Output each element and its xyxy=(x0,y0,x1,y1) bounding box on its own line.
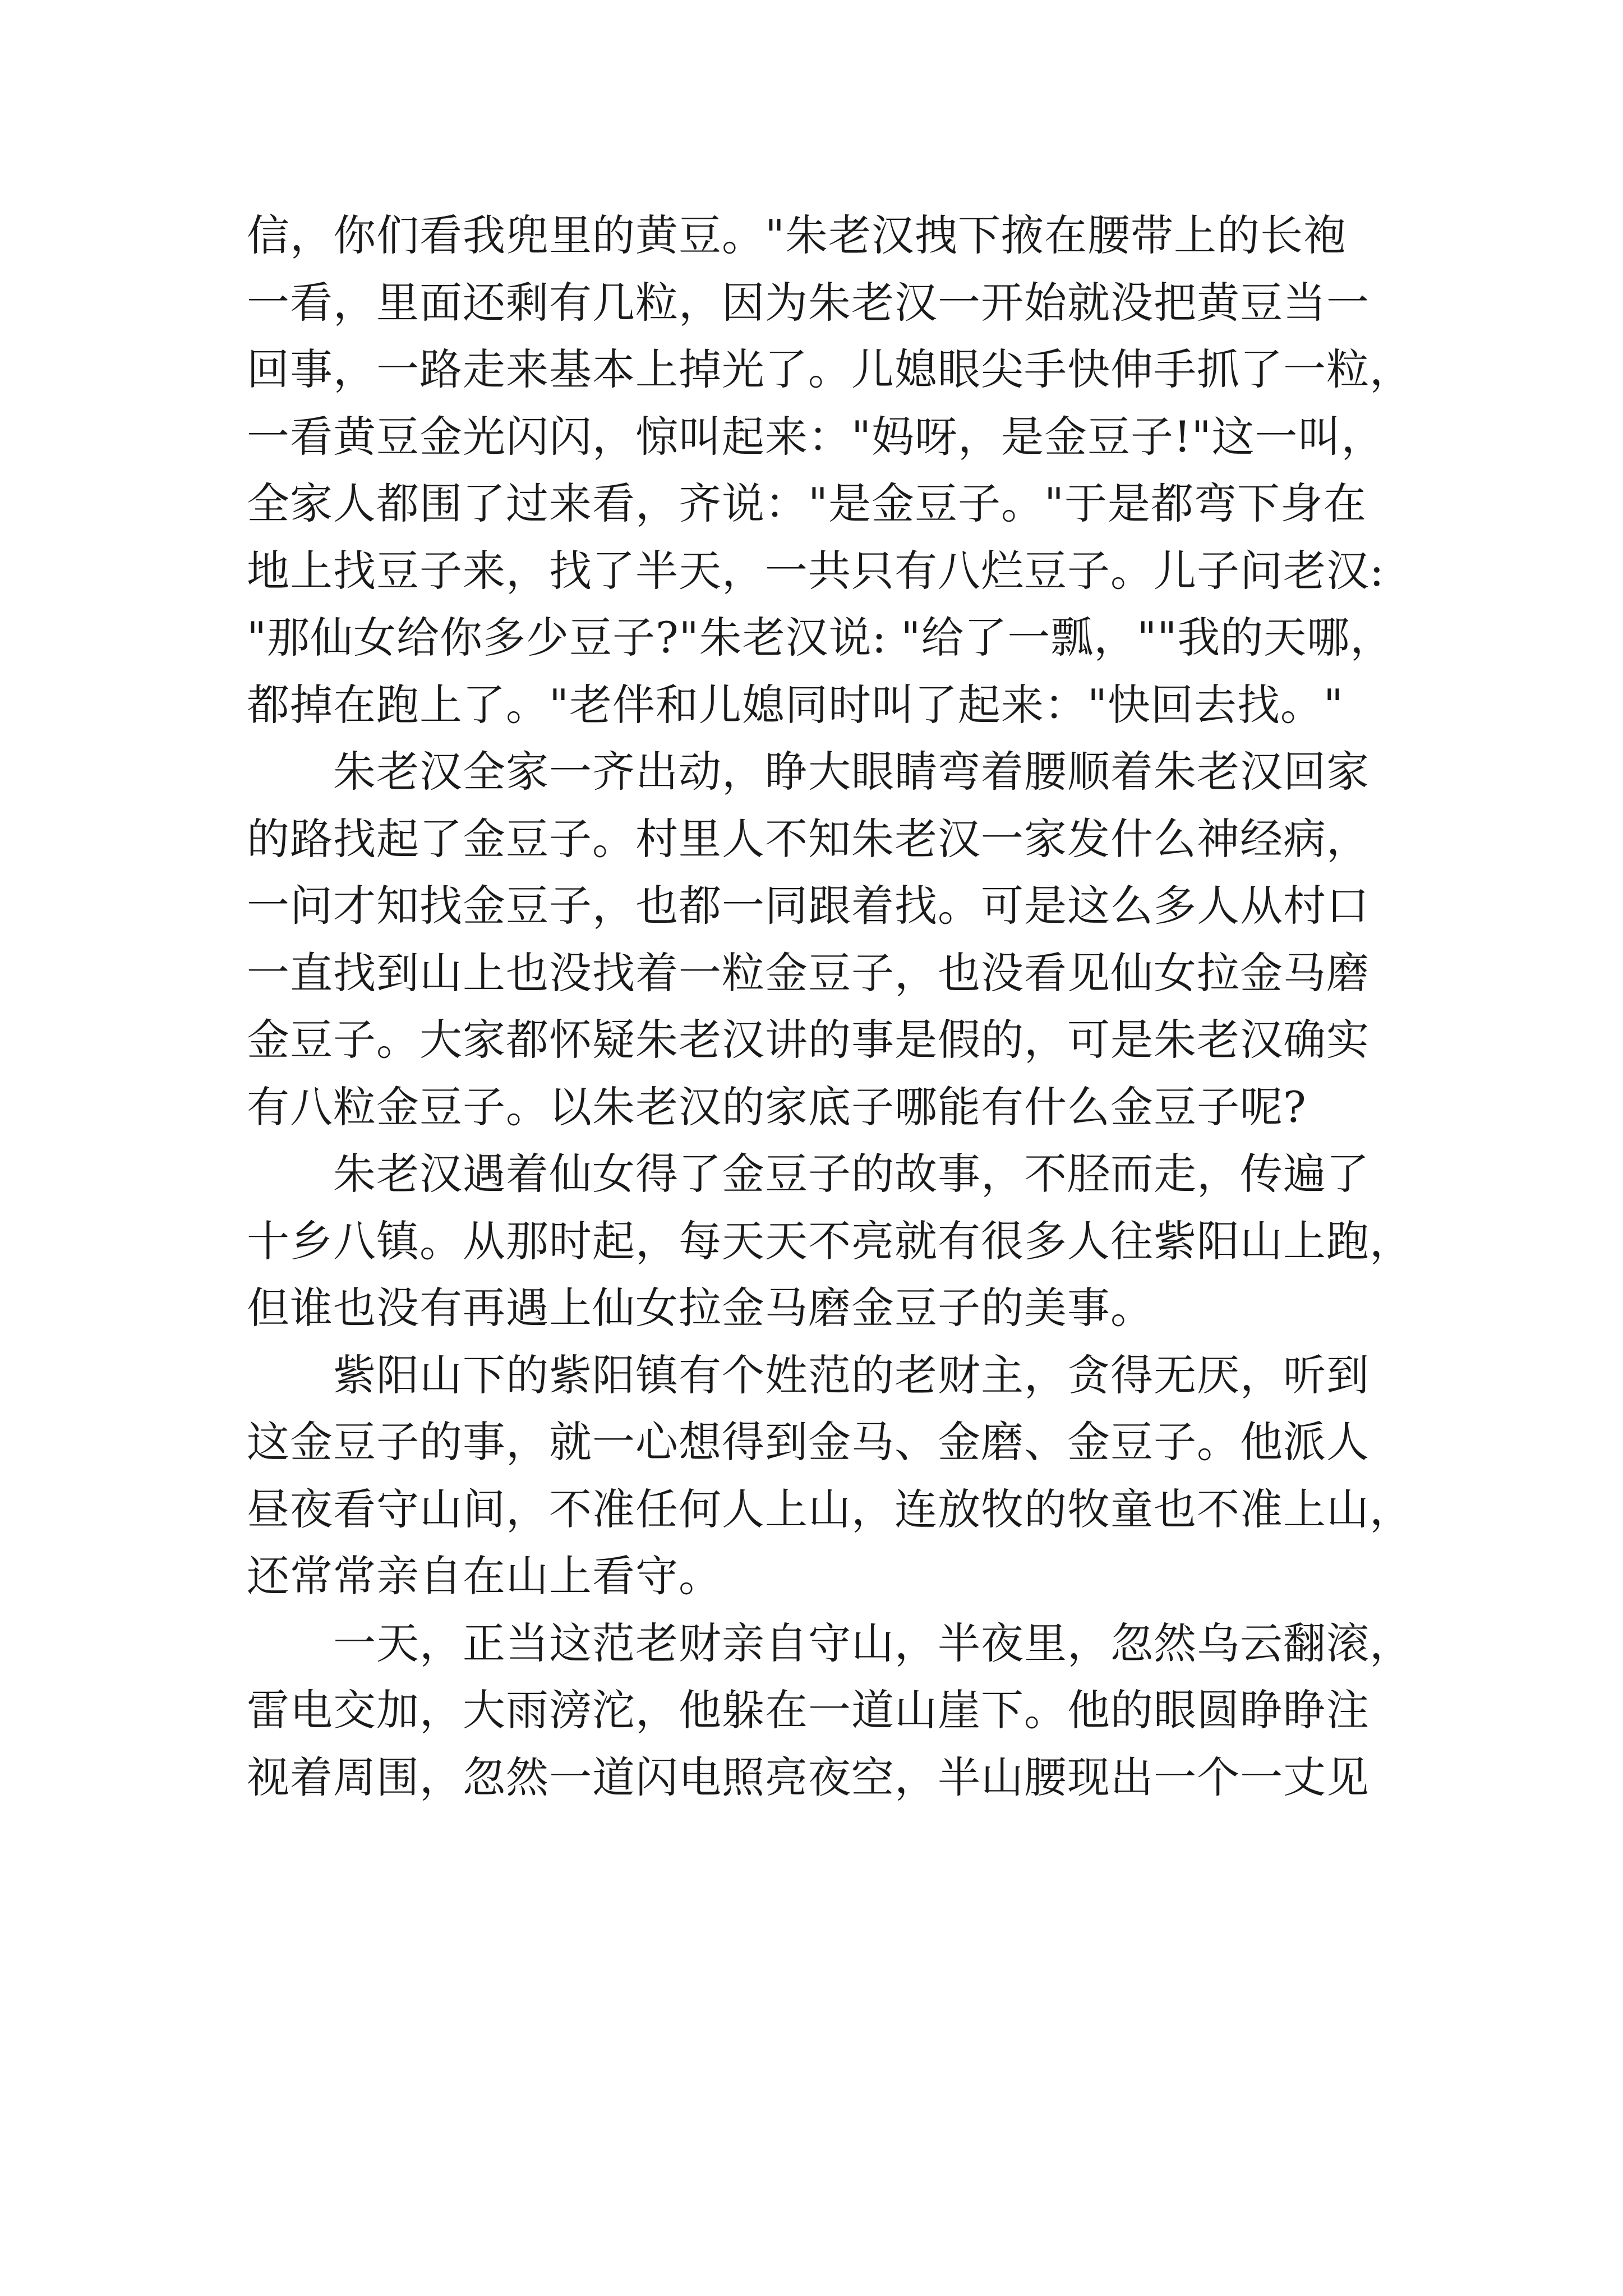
text-line: 地上找豆子来，找了半天，一共只有八烂豆子。儿子问老汉: xyxy=(247,545,1385,596)
text-line: 一问才知找金豆子，也都一同跟着找。可是这么多人从村口 xyxy=(247,881,1370,931)
paragraph xyxy=(247,1610,1413,1811)
text-line: 朱老汉全家一齐出动，睁大眼睛弯着腰顺着朱老汉回家 xyxy=(247,747,1370,797)
paragraph xyxy=(247,1140,1413,1342)
text-line: 一看黄豆金光闪闪，惊叫起来："妈呀，是金豆子!"这一叫， xyxy=(247,411,1385,462)
paragraph xyxy=(247,738,1413,1140)
document-page xyxy=(247,202,1413,1811)
text-line: 的路找起了金豆子。村里人不知朱老汉一家发什么神经病， xyxy=(247,813,1370,864)
paragraph xyxy=(247,1342,1413,1610)
text-line: 都掉在跑上了。"老伴和儿媳同时叫了起来："快回去找。" xyxy=(247,679,1344,730)
text-line: 这金豆子的事，就一心想得到金马、金磨、金豆子。他派人 xyxy=(247,1417,1370,1467)
text-line: 回事，一路走来基本上掉光了。儿媳眼尖手快伸手抓了一粒， xyxy=(247,344,1413,394)
text-line: 朱老汉遇着仙女得了金豆子的故事，不胫而走，传遍了 xyxy=(247,1149,1370,1199)
text-line: "那仙女给你多少豆子?"朱老汉说: "给了一瓢，""我的天哪， xyxy=(247,613,1394,662)
text-line: 信，你们看我兜里的黄豆。"朱老汉拽下掖在腰带上的长袍 xyxy=(247,210,1347,260)
text-line: 还常常亲自在山上看守。 xyxy=(247,1551,722,1601)
text-line: 有八粒金豆子。以朱老汉的家底子哪能有什么金豆子呢? xyxy=(247,1082,1307,1132)
text-line: 昼夜看守山间，不准任何人上山，连放牧的牧童也不准上山， xyxy=(247,1484,1413,1534)
text-line: 一看，里面还剩有几粒，因为朱老汉一开始就没把黄豆当一 xyxy=(247,277,1370,328)
text-line: 紫阳山下的紫阳镇有个姓范的老财主，贪得无厌，听到 xyxy=(247,1350,1370,1400)
text-line: 视着周围，忽然一道闪电照亮夜空，半山腰现出一个一丈见 xyxy=(247,1752,1370,1802)
text-line: 一直找到山上也没找着一粒金豆子，也没看见仙女拉金马磨 xyxy=(247,947,1370,998)
text-line: 雷电交加，大雨滂沱，他躲在一道山崖下。他的眼圆睁睁注 xyxy=(247,1685,1370,1735)
text-line: 十乡八镇。从那时起，每天天不亮就有很多人往紫阳山上跑， xyxy=(247,1216,1413,1266)
paragraph xyxy=(247,202,1413,738)
text-line: 金豆子。大家都怀疑朱老汉讲的事是假的，可是朱老汉确实 xyxy=(247,1015,1370,1065)
text-line: 全家人都围了过来看，齐说："是金豆子。"于是都弯下身在 xyxy=(247,478,1367,528)
text-line: 一天，正当这范老财亲自守山，半夜里，忽然乌云翻滚， xyxy=(247,1618,1413,1668)
text-line: 但谁也没有再遇上仙女拉金马磨金豆子的美事。 xyxy=(247,1283,1154,1333)
